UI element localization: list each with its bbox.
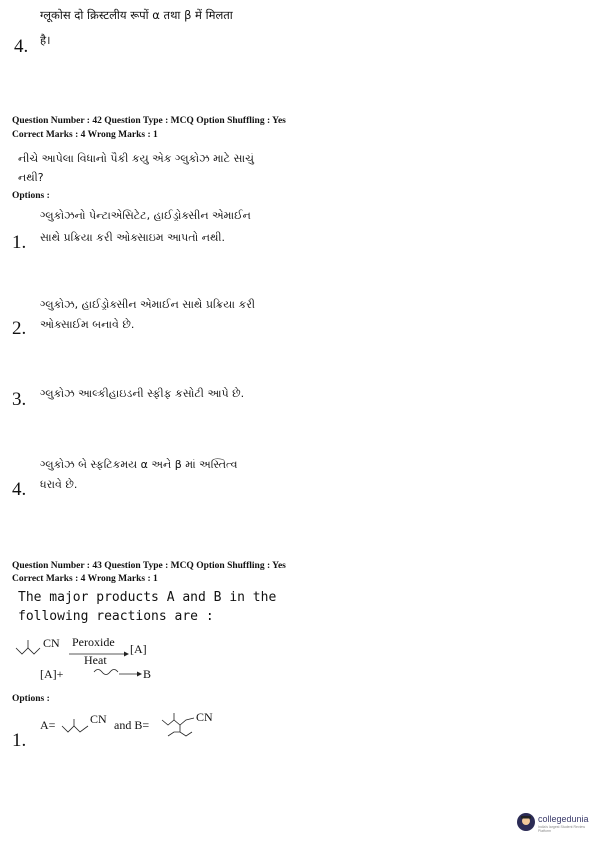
reactant-cn: CN xyxy=(43,636,60,650)
arrow-above-label: Peroxide xyxy=(72,635,115,649)
q42-option2-line1: ગ્લુકોઝ, હાઈડ્રોક્સીન એમાઈન સાથે પ્રક્રિયા કરી xyxy=(40,298,256,311)
option1-b-chain-top xyxy=(162,718,194,725)
product-b: B xyxy=(143,667,152,681)
q43-option1-and-b: and B= xyxy=(114,718,150,732)
product-a: [A] xyxy=(130,642,147,656)
collegedunia-logo-icon xyxy=(516,812,536,832)
collegedunia-watermark xyxy=(516,810,590,834)
option1-a-skeleton xyxy=(60,716,92,738)
reactant-skeleton xyxy=(16,648,40,654)
q42-question-line2: નથી? xyxy=(18,171,44,184)
q43-meta-line2: Correct Marks : 4 Wrong Marks : 1 xyxy=(12,574,158,584)
q43-option1-b-group: CN xyxy=(196,710,213,724)
q42-option1-number[interactable]: 1. xyxy=(12,232,27,253)
q43-question-line1: The major products A and B in the xyxy=(18,590,277,605)
q43-option1-number[interactable]: 1. xyxy=(12,730,27,751)
q42-option3-line1: ગ્લુકોઝ આલ્કીહાઇડની સ્ફીફ કસોટી આપે છે. xyxy=(40,387,245,400)
q42-option1-line2: સાથે પ્રક્રિયા કરી ઓક્સાઇમ આપતો નથી. xyxy=(40,231,226,244)
q42-meta-line1: Question Number : 42 Question Type : MCQ Option Shuffling : Yes xyxy=(12,116,286,126)
arrow-below-label: Heat xyxy=(84,653,107,667)
q43-question-line2: following reactions are : xyxy=(18,609,214,624)
q42-option3-number[interactable]: 3. xyxy=(12,389,27,410)
q42-meta-line2: Correct Marks : 4 Wrong Marks : 1 xyxy=(12,130,158,140)
prev-option4-line2: है। xyxy=(40,33,51,47)
option1-b-chain-bottom xyxy=(168,732,192,736)
q43-options-label: Options : xyxy=(12,694,50,704)
q42-question-line1: નીચે આપેલા વિધાનો પૈકી કયુ એક ગ્લુકોઝ માટે સાચું xyxy=(18,152,254,165)
reaction-arrowhead-1 xyxy=(124,652,129,657)
q42-option4-line2: ધરાવે છે. xyxy=(40,478,78,491)
watermark-brand: collegedunia xyxy=(538,814,589,824)
q43-option1-a-label: A= xyxy=(40,718,56,732)
q42-option1-line1: ગ્લુકોઝનો પેન્ટાએસિટેટ, હાઈડ્રોક્સીન એમાઈન xyxy=(40,209,251,222)
q42-option2-line2: ઓક્સાઈમ બનાવે છે. xyxy=(40,318,135,331)
prev-option4-line1: ग्लूकोस दो क्रिस्टलीय रूपों α तथा β में मिलता xyxy=(40,8,233,22)
q42-options-label: Options : xyxy=(12,191,50,201)
q43-option1-a-group: CN xyxy=(90,712,107,726)
prev-option4-number: 4. xyxy=(14,36,29,57)
reaction-arrowhead-2 xyxy=(137,672,142,677)
q42-option4-line1: ગ્લુકોઝ બે સ્ફટિકમય α અને β માં અસ્તિત્વ xyxy=(40,458,238,471)
second-reactant: [A]+ xyxy=(40,667,64,681)
watermark-tagline: India's largest Student Review Platform xyxy=(538,825,585,833)
q43-option1-a-structure xyxy=(60,716,92,738)
option1-a-chain xyxy=(62,726,88,732)
alkene-skeleton xyxy=(94,670,118,675)
q43-meta-line1: Question Number : 43 Question Type : MCQ Option Shuffling : Yes xyxy=(12,561,286,571)
q42-option2-number[interactable]: 2. xyxy=(12,318,27,339)
q42-option4-number[interactable]: 4. xyxy=(12,479,27,500)
